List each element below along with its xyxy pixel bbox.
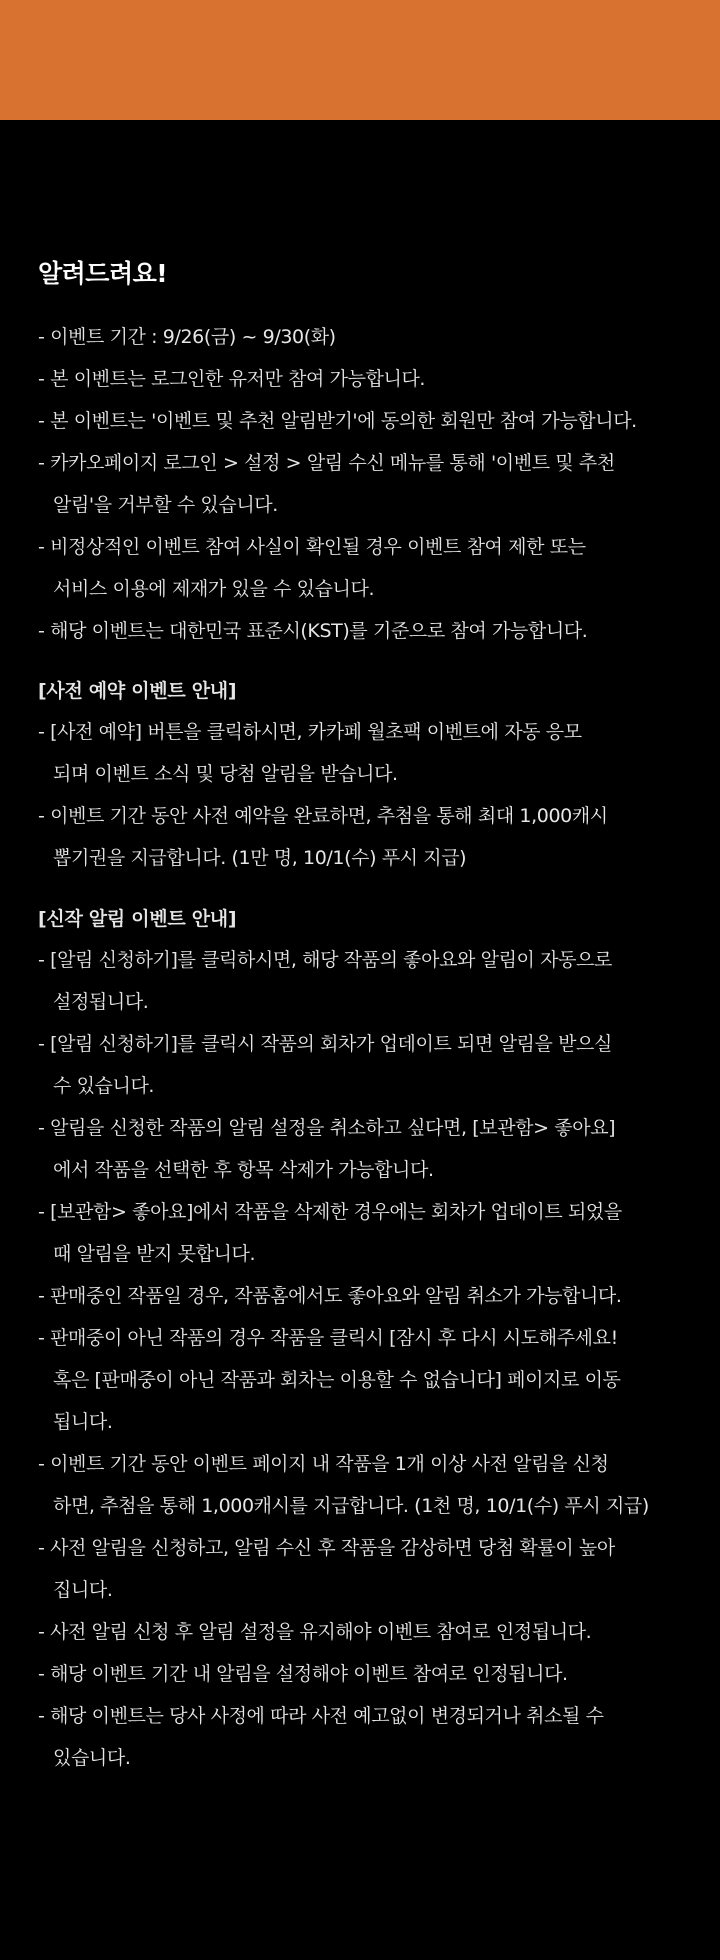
list-item [38, 1107, 698, 1191]
alarm-heading: [신작 알림 이벤트 안내] [38, 908, 237, 930]
list-item-text: - 이벤트 기간 동안 사전 예약을 완료하면, 추첨을 통해 최대 1,000캐시 [38, 805, 608, 827]
list-item [38, 1443, 698, 1527]
list-item [38, 1527, 698, 1611]
list-item-text: - 이벤트 기간 : 9/26(금) ~ 9/30(화) [38, 326, 336, 348]
list-item-text: - 판매중인 작품일 경우, 작품홈에서도 좋아요와 알림 취소가 가능합니다. [38, 1285, 622, 1307]
list-item [38, 400, 698, 442]
list-item-text-continued: 혹은 [판매중이 아닌 작품과 회차는 이용할 수 없습니다] 페이지로 이동 [53, 1369, 621, 1391]
list-item-text: - 비정상적인 이벤트 참여 사실이 확인될 경우 이벤트 참여 제한 또는 [38, 536, 586, 558]
list-item-text-continued: 알림'을 거부할 수 있습니다. [53, 494, 278, 516]
list-item-text: - [알림 신청하기]를 클릭하시면, 해당 작품의 좋아요와 알림이 자동으로 [38, 949, 612, 971]
list-item-text: - 해당 이벤트 기간 내 알림을 설정해야 이벤트 참여로 인정됩니다. [38, 1663, 568, 1685]
list-item-text-continued: 에서 작품을 선택한 후 항목 삭제가 가능합니다. [53, 1159, 434, 1181]
list-item-text-continued: 하면, 추첨을 통해 1,000캐시를 지급합니다. (1천 명, 10/1(수) 푸시 지급) [53, 1495, 649, 1517]
list-item [38, 316, 698, 358]
list-item-text: - 이벤트 기간 동안 이벤트 페이지 내 작품을 1개 이상 사전 알림을 신청 [38, 1453, 609, 1475]
list-item-text: - 본 이벤트는 로그인한 유저만 참여 가능합니다. [38, 368, 426, 390]
top-banner [0, 0, 720, 120]
list-item-text: - 사전 알림을 신청하고, 알림 수신 후 작품을 감상하면 당첨 확률이 높아 [38, 1537, 615, 1559]
list-item [38, 358, 698, 400]
list-item-text-continued: 뽑기권을 지급합니다. (1만 명, 10/1(수) 푸시 지급) [53, 847, 467, 869]
list-item [38, 939, 698, 1023]
list-item-text-continued: 수 있습니다. [53, 1075, 155, 1097]
list-item [38, 1275, 698, 1317]
list-item-text-continued: 됩니다. [53, 1411, 113, 1433]
list-item-text: - 판매중이 아닌 작품의 경우 작품을 클릭시 [잠시 후 다시 시도해주세요! [38, 1327, 618, 1349]
list-item [38, 1611, 698, 1653]
list-item-text-continued: 설정됩니다. [53, 991, 149, 1013]
list-item [38, 442, 698, 526]
reservation-heading: [사전 예약 이벤트 안내] [38, 680, 237, 702]
list-item-text-continued: 집니다. [53, 1579, 113, 1601]
list-item [38, 1191, 698, 1275]
list-item-text: - [보관함> 좋아요]에서 작품을 삭제한 경우에는 회차가 업데이트 되었을 [38, 1201, 622, 1223]
list-item-text: - 사전 알림 신청 후 알림 설정을 유지해야 이벤트 참여로 인정됩니다. [38, 1621, 592, 1643]
list-item [38, 1695, 698, 1779]
list-item-text: - 본 이벤트는 '이벤트 및 추천 알림받기'에 동의한 회원만 참여 가능합니다. [38, 410, 637, 432]
list-item-text-continued: 있습니다. [53, 1747, 131, 1769]
list-item-text-continued: 되며 이벤트 소식 및 당첨 알림을 받습니다. [53, 763, 398, 785]
list-item [38, 1653, 698, 1695]
list-item-text: - 해당 이벤트는 대한민국 표준시(KST)를 기준으로 참여 가능합니다. [38, 620, 588, 642]
list-item [38, 526, 698, 610]
list-item [38, 711, 698, 795]
list-item-text: - [알림 신청하기]를 클릭시 작품의 회차가 업데이트 되면 알림을 받으실 [38, 1033, 612, 1055]
list-item-text: - 알림을 신청한 작품의 알림 설정을 취소하고 싶다면, [보관함> 좋아요] [38, 1117, 616, 1139]
list-item [38, 795, 698, 879]
list-item [38, 610, 698, 652]
list-item-text: - 카카오페이지 로그인 > 설정 > 알림 수신 메뉴를 통해 '이벤트 및 추천 [38, 452, 615, 474]
notice-title: 알려드려요! [38, 259, 168, 288]
list-item-text-continued: 서비스 이용에 제재가 있을 수 있습니다. [53, 578, 375, 600]
list-item-text-continued: 때 알림을 받지 못합니다. [53, 1243, 256, 1265]
list-item-text: - [사전 예약] 버튼을 클릭하시면, 카카페 월초팩 이벤트에 자동 응모 [38, 721, 582, 743]
list-item [38, 1317, 698, 1443]
list-item-text: - 해당 이벤트는 당사 사정에 따라 사전 예고없이 변경되거나 취소될 수 [38, 1705, 604, 1727]
list-item [38, 1023, 698, 1107]
